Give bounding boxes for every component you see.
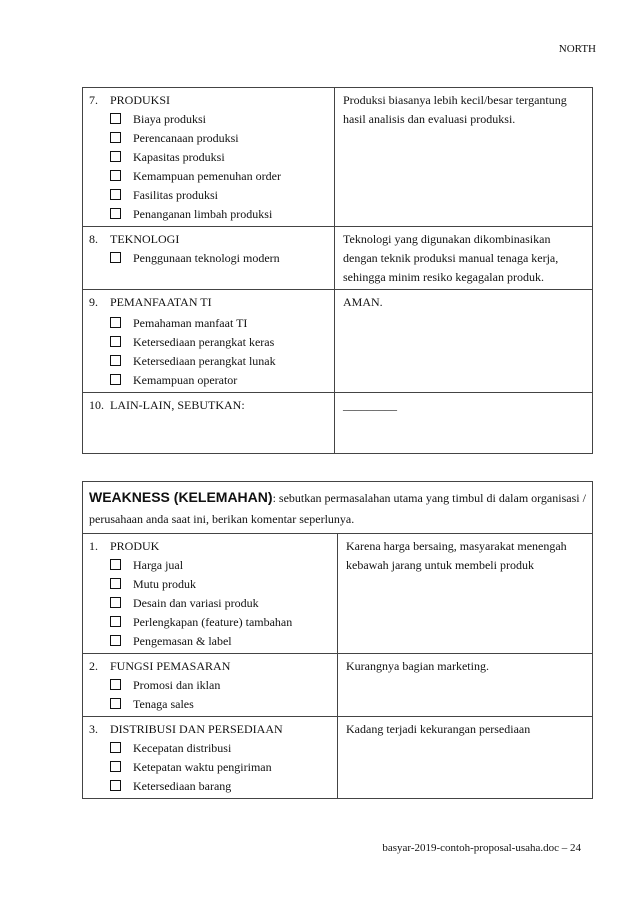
list-item: Ketersediaan barang [89, 777, 331, 796]
checkbox[interactable] [110, 761, 121, 772]
row-comment: Karena harga bersaing, masyarakat menengah kebawah jarang untuk membeli produk [346, 539, 567, 572]
weakness-header-cell [83, 482, 593, 534]
checkbox[interactable] [110, 559, 121, 570]
row-title: TEKNOLOGI [110, 232, 180, 246]
row-title: PRODUK [110, 539, 160, 553]
row-number: 7. [89, 93, 98, 107]
row-number: 10. [89, 398, 104, 412]
list-item: Ketersediaan perangkat keras [89, 333, 328, 352]
table-row [83, 393, 593, 454]
row-title: DISTRIBUSI DAN PERSEDIAAN [110, 722, 283, 736]
checkbox[interactable] [110, 189, 121, 200]
row-comment: Kadang terjadi kekurangan persediaan [346, 722, 531, 736]
table-internal-factors [82, 87, 593, 454]
list-item: Kecepatan distribusi [89, 739, 331, 758]
checkbox[interactable] [110, 780, 121, 791]
weakness-instruction: : sebutkan permasalahan utama yang timbul di dalam organisasi / perusahaan anda saat ini, berikan komentar seperlunya. [89, 491, 586, 526]
list-item: Pemahaman manfaat TI [89, 314, 328, 333]
list-item: Fasilitas produksi [89, 186, 328, 205]
list-item: Kapasitas produksi [89, 148, 328, 167]
table-weakness [82, 481, 593, 799]
checkbox[interactable] [110, 374, 121, 385]
checkbox[interactable] [110, 317, 121, 328]
list-item: Promosi dan iklan [89, 676, 331, 695]
row-comment-cell [338, 717, 593, 799]
row-factor-cell [83, 290, 335, 393]
row-title: FUNGSI PEMASARAN [110, 659, 231, 673]
table-row [83, 290, 593, 393]
list-item: Tenaga sales [89, 695, 331, 714]
checkbox[interactable] [110, 132, 121, 143]
checkbox[interactable] [110, 698, 121, 709]
row-comment-cell [335, 88, 593, 227]
row-title: LAIN-LAIN, SEBUTKAN: [110, 398, 245, 412]
page-header: NORTH [558, 43, 596, 55]
list-item: Harga jual [89, 556, 331, 575]
row-comment-cell [335, 393, 593, 454]
row-comment-cell [335, 227, 593, 290]
list-item: Desain dan variasi produk [89, 594, 331, 613]
table-row [83, 654, 593, 717]
list-item: Perencanaan produksi [89, 129, 328, 148]
checkbox[interactable] [110, 679, 121, 690]
checkbox[interactable] [110, 252, 121, 263]
list-item: Mutu produk [89, 575, 331, 594]
row-comment: Kurangnya bagian marketing. [346, 659, 489, 673]
checkbox[interactable] [110, 742, 121, 753]
list-item: Penanganan limbah produksi [89, 205, 328, 224]
row-comment-cell [338, 534, 593, 654]
checkbox[interactable] [110, 635, 121, 646]
row-number: 8. [89, 232, 98, 246]
list-item: Biaya produksi [89, 110, 328, 129]
row-factor-cell [83, 393, 335, 454]
weakness-title: WEAKNESS (KELEMAHAN) [89, 489, 273, 505]
table-row [83, 717, 593, 799]
row-comment: Teknologi yang digunakan dikombinasikan dengan teknik produksi manual tenaga kerja, sehingga minim resiko kegagalan produk. [343, 232, 559, 284]
row-title: PRODUKSI [110, 93, 171, 107]
checkbox[interactable] [110, 616, 121, 627]
checkbox[interactable] [110, 151, 121, 162]
list-item: Penggunaan teknologi modern [89, 249, 328, 268]
table-header-row [83, 482, 593, 534]
row-comment: _________ [343, 398, 397, 412]
row-comment: AMAN. [343, 295, 383, 309]
checkbox[interactable] [110, 170, 121, 181]
list-item: Kemampuan operator [89, 371, 328, 390]
table-row [83, 227, 593, 290]
row-factor-cell [83, 717, 338, 799]
checkbox[interactable] [110, 113, 121, 124]
row-factor-cell [83, 88, 335, 227]
checkbox[interactable] [110, 578, 121, 589]
row-comment-cell [338, 654, 593, 717]
checkbox[interactable] [110, 597, 121, 608]
row-comment-cell [335, 290, 593, 393]
row-factor-cell [83, 534, 338, 654]
list-item: Perlengkapan (feature) tambahan [89, 613, 331, 632]
row-number: 2. [89, 659, 98, 673]
list-item: Ketepatan waktu pengiriman [89, 758, 331, 777]
table-row [83, 534, 593, 654]
row-number: 3. [89, 722, 98, 736]
row-comment: Produksi biasanya lebih kecil/besar tergantung hasil analisis dan evaluasi produksi. [343, 93, 567, 126]
checkbox[interactable] [110, 336, 121, 347]
row-title: PEMANFAATAN TI [110, 295, 212, 309]
table-row [83, 88, 593, 227]
checkbox[interactable] [110, 355, 121, 366]
row-factor-cell [83, 227, 335, 290]
row-factor-cell [83, 654, 338, 717]
list-item: Ketersediaan perangkat lunak [89, 352, 328, 371]
page-footer: basyar-2019-contoh-proposal-usaha.doc – 24 [382, 842, 581, 854]
list-item: Pengemasan & label [89, 632, 331, 651]
row-number: 9. [89, 295, 98, 309]
checkbox[interactable] [110, 208, 121, 219]
list-item: Kemampuan pemenuhan order [89, 167, 328, 186]
row-number: 1. [89, 539, 98, 553]
